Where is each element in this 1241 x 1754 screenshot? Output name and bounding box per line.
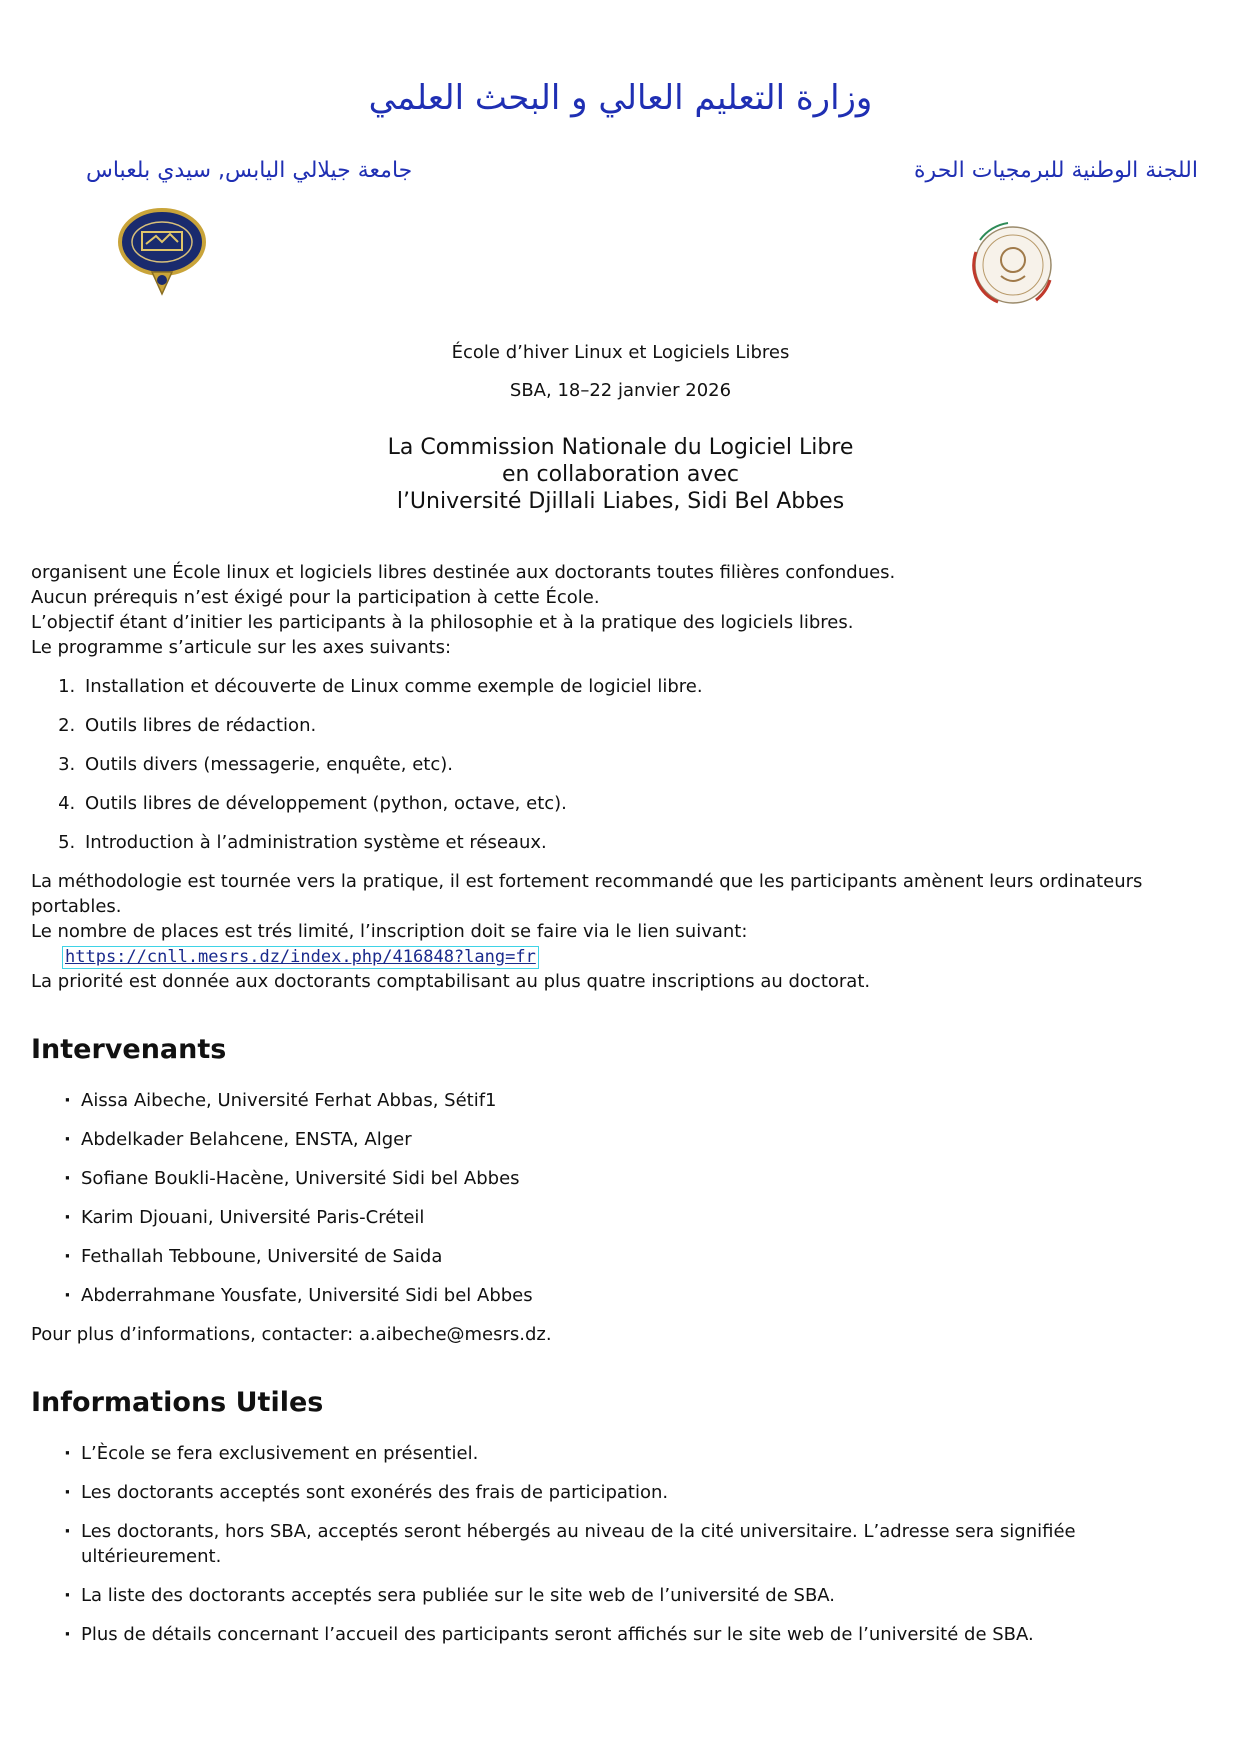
list-item: 4. Outils libres de développement (python, octave, etc). [81, 791, 1211, 816]
info-list [31, 1441, 1211, 1647]
organizer-line: en collaboration avec [502, 462, 739, 487]
cnll-seal-icon [958, 210, 1068, 320]
list-item: · Karim Djouani, Université Paris-Créteil [31, 1205, 1211, 1230]
list-item: · Plus de détails concernant l’accueil des participants seront affichés sur le site web de l’université de SBA. [31, 1622, 1211, 1647]
method-line: Le nombre de places est trés limité, l’inscription doit se faire via le lien suivant: [31, 921, 748, 942]
program-axes-list [31, 674, 1211, 855]
organizers-block [0, 434, 1241, 515]
list-item: · La liste des doctorants acceptés sera publiée sur le site web de l’université de SBA. [31, 1583, 1211, 1608]
intro-line: Le programme s’articule sur les axes suivants: [31, 637, 452, 658]
list-item: · Abderrahmane Yousfate, Université Sidi bel Abbes [31, 1283, 1211, 1308]
list-item: · Aissa Aibeche, Université Ferhat Abbas, Sétif1 [31, 1088, 1211, 1113]
main-content [31, 560, 1211, 1661]
commission-name-arabic: اللجنة الوطنية للبرمجيات الحرة [914, 158, 1198, 183]
ministry-title: وزارة التعليم العالي و البحث العلمي [368, 78, 873, 118]
speakers-heading: Intervenants [31, 1034, 227, 1065]
university-name-arabic: جامعة جيلالي اليابس, سيدي بلعباس [86, 158, 413, 183]
event-date: SBA, 18–22 janvier 2026 [509, 380, 732, 401]
list-item: · L’Ècole se fera exclusivement en présentiel. [31, 1441, 1211, 1466]
list-item: 5. Introduction à l’administration système et réseaux. [81, 830, 1211, 855]
list-item: 1. Installation et découverte de Linux comme exemple de logiciel libre. [81, 674, 1211, 699]
list-item: · Sofiane Boukli-Hacène, Université Sidi bel Abbes [31, 1166, 1211, 1191]
organizer-line: l’Université Djillali Liabes, Sidi Bel Abbes [396, 489, 845, 514]
list-item: 2. Outils libres de rédaction. [81, 713, 1211, 738]
event-title: École d’hiver Linux et Logiciels Libres [451, 342, 790, 363]
list-item: · Abdelkader Belahcene, ENSTA, Alger [31, 1127, 1211, 1152]
list-item: 3. Outils divers (messagerie, enquête, etc). [81, 752, 1211, 777]
contact-line: Pour plus d’informations, contacter: a.aibeche@mesrs.dz. [31, 1324, 552, 1345]
list-item: · Les doctorants acceptés sont exonérés des frais de participation. [31, 1480, 1211, 1505]
intro-line: L’objectif étant d’initier les participants à la philosophie et à la pratique des logiciels libres. [31, 612, 854, 633]
priority-line: La priorité est donnée aux doctorants comptabilisant au plus quatre inscriptions au doctorat. [31, 971, 871, 992]
list-item: · Fethallah Tebboune, Université de Saida [31, 1244, 1211, 1269]
intro-line: organisent une École linux et logiciels libres destinée aux doctorants toutes filières confondues. [31, 562, 896, 583]
info-heading: Informations Utiles [31, 1387, 324, 1418]
university-seal-icon [112, 208, 212, 308]
registration-link[interactable]: https://cnll.mesrs.dz/index.php/416848?lang=fr [62, 946, 539, 969]
method-line: La méthodologie est tournée vers la pratique, il est fortement recommandé que les participants amènent leurs ordinateurs portables. [31, 871, 1143, 917]
organizer-line: La Commission Nationale du Logiciel Libre [387, 435, 854, 460]
list-item: · Les doctorants, hors SBA, acceptés seront hébergés au niveau de la cité universitaire. L’adresse sera signifiée ultérieurement. [31, 1519, 1211, 1569]
speakers-list [31, 1088, 1211, 1308]
intro-line: Aucun prérequis n’est éxigé pour la participation à cette École. [31, 587, 600, 608]
